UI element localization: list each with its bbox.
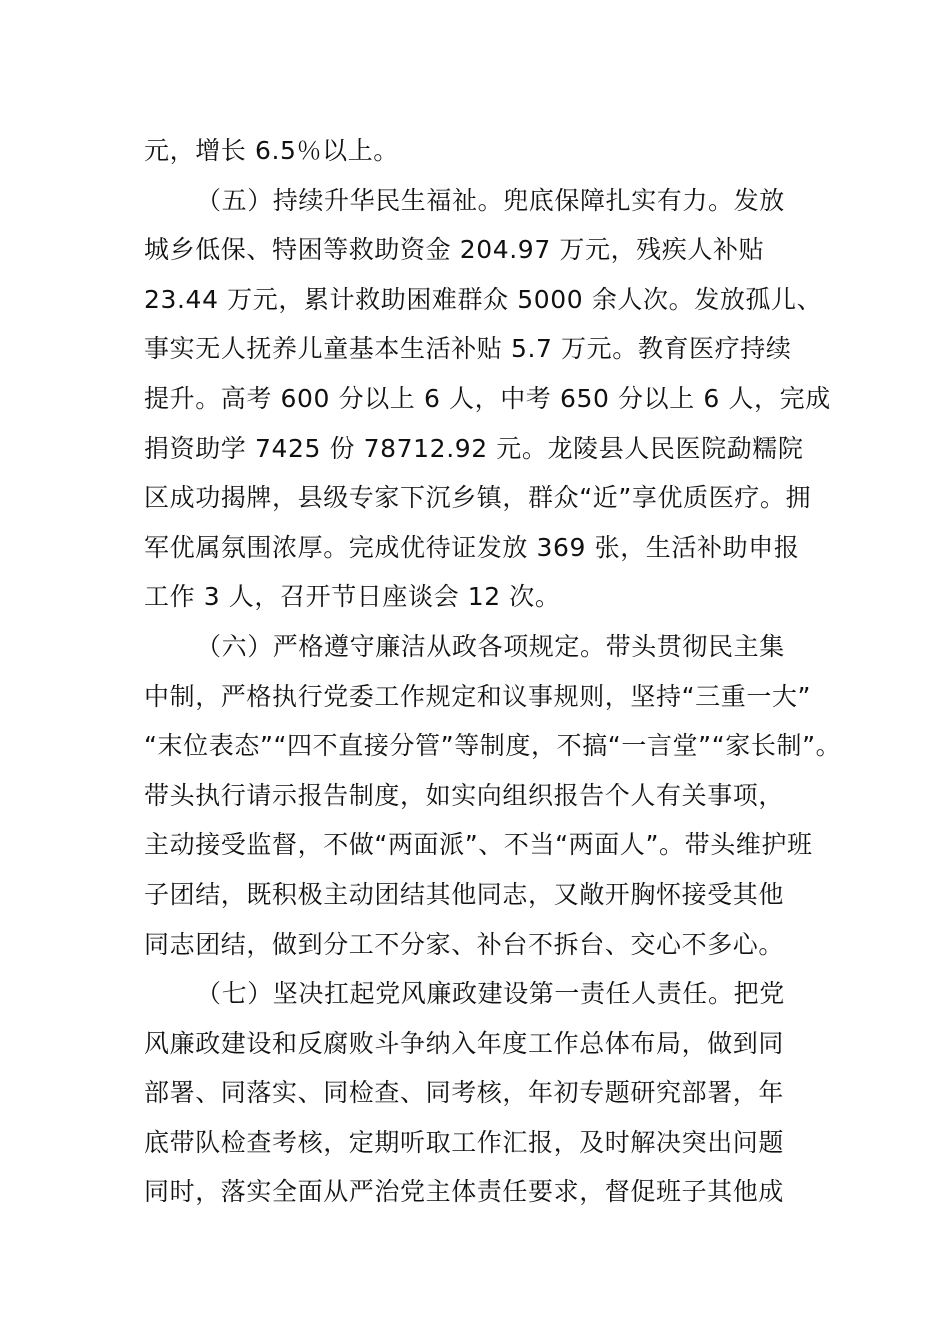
text-line: “末位表态”“四不直接分管”等制度，不搞“一言堂”“家长制”。	[144, 731, 842, 761]
text-line: 同志团结，做到分工不分家、补台不拆台、交心不多心。	[144, 929, 785, 959]
text-line: 军优属氛围浓厚。完成优待证发放 369 张，生活补助申报	[144, 532, 800, 562]
text-line: 元，增长 6.5％以上。	[144, 136, 399, 165]
text-line: 子团结，既积极主动团结其他同志，又敞开胸怀接受其他	[144, 879, 785, 909]
text-line: 主动接受监督，不做“两面派”、不当“两面人”。带头维护班	[144, 830, 813, 860]
text-line: 带头执行请示报告制度，如实向组织报告个人有关事项，	[144, 780, 785, 810]
paragraph-first-line: （七）坚决扛起党风廉政建设第一责任人责任。把党	[196, 979, 785, 1009]
text-line: 底带队检查考核，定期听取工作汇报，及时解决突出问题	[144, 1127, 785, 1157]
text-line: 23.44 万元，累计救助困难群众 5000 余人次。发放孤儿、	[144, 284, 823, 314]
text-line: 工作 3 人，召开节日座谈会 12 次。	[144, 582, 561, 612]
text-line: 同时，落实全面从严治党主体责任要求，督促班子其他成	[144, 1177, 785, 1207]
paragraph-first-line: （六）严格遵守廉洁从政各项规定。带头贯彻民主集	[196, 631, 785, 661]
text-line: 提升。高考 600 分以上 6 人，中考 650 分以上 6 人，完成	[144, 383, 831, 413]
paragraph-first-line: （五）持续升华民生福祉。兜底保障扎实有力。发放	[196, 185, 785, 215]
text-line: 部署、同落实、同检查、同考核，年初专题研究部署，年	[144, 1078, 785, 1108]
text-line: 城乡低保、特困等救助资金 204.97 万元，残疾人补贴	[144, 235, 765, 265]
text-line: 事实无人抚养儿童基本生活补贴 5.7 万元。教育医疗持续	[144, 334, 792, 364]
body-text	[144, 126, 842, 1217]
text-line: 风廉政建设和反腐败斗争纳入年度工作总体布局，做到同	[144, 1028, 785, 1058]
text-line: 中制，严格执行党委工作规定和议事规则，坚持“三重一大”	[144, 681, 812, 711]
text-line: 区成功揭牌，县级专家下沉乡镇，群众“近”享优质医疗。拥	[144, 483, 812, 513]
text-line: 捐资助学 7425 份 78712.92 元。龙陵县人民医院勐糯院	[144, 433, 804, 463]
